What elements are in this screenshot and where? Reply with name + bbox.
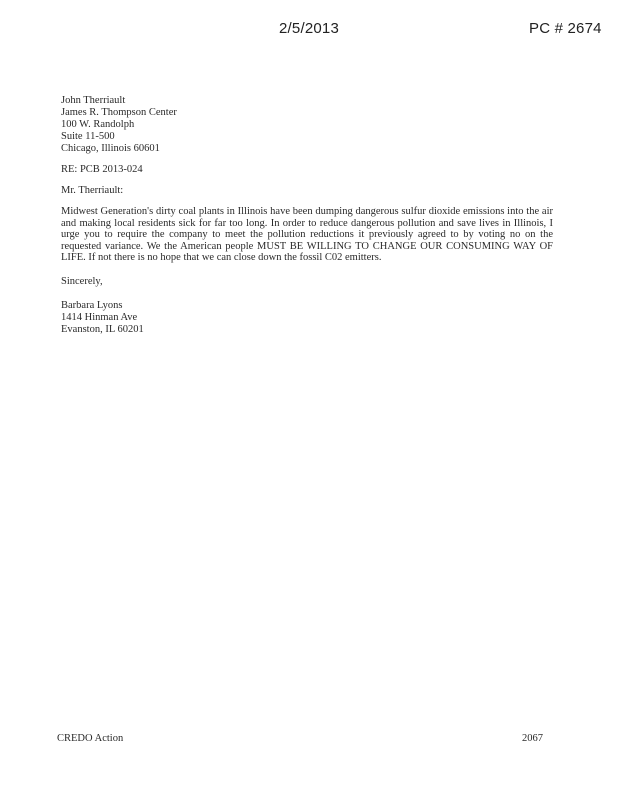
sender-name: Barbara Lyons bbox=[61, 299, 123, 311]
sender-city: Evanston, IL 60201 bbox=[61, 323, 144, 335]
sender-address bbox=[61, 300, 553, 336]
closing: Sincerely, bbox=[61, 275, 103, 287]
sender-street: 1414 Hinman Ave bbox=[61, 311, 138, 323]
salutation: Mr. Therriault: bbox=[61, 185, 124, 196]
recipient-building: James R. Thompson Center bbox=[61, 107, 177, 118]
recipient-suite: Suite 11-500 bbox=[61, 131, 115, 142]
letter-paragraph: Midwest Generation's dirty coal plants in Illinois have been dumping dangerous sulfur dioxide emissions into the air and making local residents sick for far too long. In order to reduce dangerous pollution and save lives in Illinois, I urge you to require the company to meet the pollution reductions it previously agreed to by voting no on the requested variance. We the American people MUST BE WILLING TO CHANGE OUR CONSUMING WAY OF LIFE. If not there is no hope that we can close down the fossil C02 emitters. bbox=[61, 206, 553, 263]
recipient-address bbox=[61, 95, 553, 155]
recipient-street: 100 W. Randolph bbox=[61, 119, 135, 130]
recipient-name: John Therriault bbox=[61, 95, 126, 106]
reference-line: RE: PCB 2013-024 bbox=[61, 164, 143, 175]
recipient-city: Chicago, Illinois 60601 bbox=[61, 143, 160, 154]
header-pc-number: PC # 2674 bbox=[529, 20, 602, 37]
header-date: 2/5/2013 bbox=[279, 20, 339, 37]
letter-body bbox=[61, 95, 553, 336]
footer-organization: CREDO Action bbox=[57, 733, 124, 744]
footer-page-number: 2067 bbox=[522, 733, 543, 744]
